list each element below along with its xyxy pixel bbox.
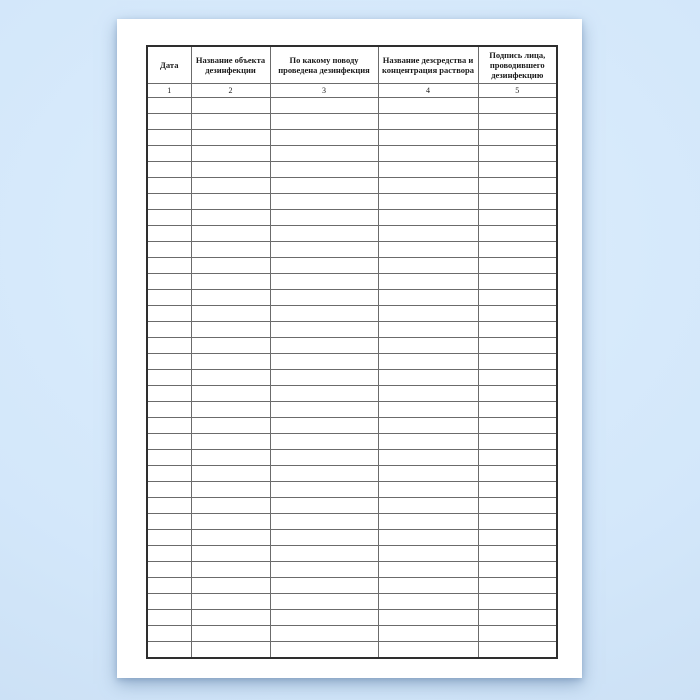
table-cell xyxy=(378,130,478,146)
table-row xyxy=(147,210,557,226)
table-cell xyxy=(191,610,270,626)
table-cell xyxy=(270,258,378,274)
table-body xyxy=(147,98,557,659)
table-cell xyxy=(378,466,478,482)
table-row xyxy=(147,418,557,434)
table-cell xyxy=(147,130,191,146)
table-cell xyxy=(270,322,378,338)
column-number: 1 xyxy=(147,84,191,98)
table-cell xyxy=(147,594,191,610)
table-cell xyxy=(270,434,378,450)
table-cell xyxy=(478,642,557,659)
numbering-row xyxy=(147,84,557,98)
table-cell xyxy=(270,450,378,466)
table-cell xyxy=(191,162,270,178)
table-row xyxy=(147,562,557,578)
document-sheet xyxy=(117,19,582,678)
table-cell xyxy=(478,610,557,626)
table-cell xyxy=(147,274,191,290)
table-cell xyxy=(378,306,478,322)
table-cell xyxy=(478,626,557,642)
table-row xyxy=(147,450,557,466)
table-cell xyxy=(270,546,378,562)
table-cell xyxy=(147,98,191,114)
table-cell xyxy=(478,594,557,610)
table-cell xyxy=(147,626,191,642)
table-row xyxy=(147,338,557,354)
table-cell xyxy=(478,338,557,354)
table-cell xyxy=(270,274,378,290)
table-cell xyxy=(191,562,270,578)
table-cell xyxy=(478,402,557,418)
table-row xyxy=(147,626,557,642)
table-cell xyxy=(478,226,557,242)
table-cell xyxy=(147,482,191,498)
table-cell xyxy=(378,226,478,242)
table-cell xyxy=(378,386,478,402)
table-cell xyxy=(191,242,270,258)
column-header-object: Название объекта дезинфекции xyxy=(191,46,270,84)
table-cell xyxy=(478,434,557,450)
table-cell xyxy=(270,530,378,546)
table-cell xyxy=(191,370,270,386)
table-cell xyxy=(270,178,378,194)
table-cell xyxy=(378,594,478,610)
table-cell xyxy=(378,610,478,626)
table-row xyxy=(147,354,557,370)
table-cell xyxy=(191,546,270,562)
table-cell xyxy=(147,162,191,178)
table-row xyxy=(147,434,557,450)
table-cell xyxy=(478,370,557,386)
table-cell xyxy=(478,114,557,130)
column-number: 5 xyxy=(478,84,557,98)
table-cell xyxy=(478,194,557,210)
table-cell xyxy=(147,146,191,162)
table-cell xyxy=(270,562,378,578)
table-cell xyxy=(191,306,270,322)
table-cell xyxy=(191,482,270,498)
table-cell xyxy=(378,450,478,466)
table-row xyxy=(147,114,557,130)
table-cell xyxy=(191,498,270,514)
table-cell xyxy=(270,386,378,402)
table-cell xyxy=(147,370,191,386)
table-cell xyxy=(191,530,270,546)
table-row xyxy=(147,274,557,290)
table-row xyxy=(147,594,557,610)
table-cell xyxy=(147,466,191,482)
table-cell xyxy=(191,434,270,450)
table-cell xyxy=(191,290,270,306)
table-cell xyxy=(147,546,191,562)
column-number: 2 xyxy=(191,84,270,98)
table-cell xyxy=(270,162,378,178)
table-cell xyxy=(270,354,378,370)
table-cell xyxy=(378,162,478,178)
table-cell xyxy=(478,418,557,434)
table-cell xyxy=(378,194,478,210)
table-cell xyxy=(147,242,191,258)
table-cell xyxy=(378,322,478,338)
table-cell xyxy=(191,98,270,114)
table-cell xyxy=(191,226,270,242)
table-cell xyxy=(270,226,378,242)
table-cell xyxy=(478,354,557,370)
table-cell xyxy=(147,402,191,418)
table-cell xyxy=(147,306,191,322)
column-header-reason: По какому поводу проведена дезинфекция xyxy=(270,46,378,84)
table-cell xyxy=(191,338,270,354)
table-cell xyxy=(191,642,270,659)
table-cell xyxy=(378,498,478,514)
table-cell xyxy=(478,546,557,562)
table-cell xyxy=(378,338,478,354)
table-cell xyxy=(378,114,478,130)
table-cell xyxy=(478,530,557,546)
table-cell xyxy=(478,162,557,178)
column-number: 3 xyxy=(270,84,378,98)
table-cell xyxy=(191,450,270,466)
table-cell xyxy=(378,626,478,642)
table-cell xyxy=(147,322,191,338)
table-cell xyxy=(147,562,191,578)
table-cell xyxy=(191,386,270,402)
table-cell xyxy=(191,626,270,642)
table-cell xyxy=(270,98,378,114)
table-cell xyxy=(378,642,478,659)
table-cell xyxy=(191,210,270,226)
table-cell xyxy=(270,114,378,130)
table-cell xyxy=(270,482,378,498)
table-cell xyxy=(147,194,191,210)
table-row xyxy=(147,178,557,194)
table-cell xyxy=(270,306,378,322)
table-cell xyxy=(270,610,378,626)
table-cell xyxy=(478,482,557,498)
table-cell xyxy=(270,402,378,418)
table-cell xyxy=(191,146,270,162)
table-cell xyxy=(191,194,270,210)
table-cell xyxy=(378,578,478,594)
table-cell xyxy=(378,178,478,194)
table-row xyxy=(147,610,557,626)
disinfection-log-table xyxy=(146,45,558,659)
table-cell xyxy=(147,530,191,546)
table-row xyxy=(147,578,557,594)
table-cell xyxy=(478,498,557,514)
table-cell xyxy=(478,514,557,530)
table-cell xyxy=(270,578,378,594)
table-row xyxy=(147,514,557,530)
table-cell xyxy=(378,274,478,290)
table-cell xyxy=(147,386,191,402)
table-cell xyxy=(270,210,378,226)
table-cell xyxy=(270,594,378,610)
table-cell xyxy=(478,322,557,338)
table-cell xyxy=(191,354,270,370)
table-cell xyxy=(378,370,478,386)
table-cell xyxy=(147,290,191,306)
table-row xyxy=(147,466,557,482)
table-cell xyxy=(270,290,378,306)
table-cell xyxy=(478,98,557,114)
table-cell xyxy=(378,418,478,434)
table-cell xyxy=(191,258,270,274)
table-row xyxy=(147,226,557,242)
table-cell xyxy=(378,546,478,562)
table-cell xyxy=(147,178,191,194)
table-row xyxy=(147,322,557,338)
table-cell xyxy=(478,466,557,482)
table-cell xyxy=(378,354,478,370)
header-row xyxy=(147,46,557,84)
table-row xyxy=(147,162,557,178)
table-cell xyxy=(147,498,191,514)
table-cell xyxy=(478,386,557,402)
table-row xyxy=(147,482,557,498)
table-cell xyxy=(147,210,191,226)
table-cell xyxy=(191,322,270,338)
table-cell xyxy=(191,514,270,530)
table-cell xyxy=(478,130,557,146)
table-cell xyxy=(378,98,478,114)
table-cell xyxy=(147,114,191,130)
table-row xyxy=(147,306,557,322)
table-row xyxy=(147,98,557,114)
table-cell xyxy=(147,450,191,466)
table-cell xyxy=(191,178,270,194)
table-row xyxy=(147,146,557,162)
table-cell xyxy=(147,258,191,274)
table-row xyxy=(147,546,557,562)
table-cell xyxy=(378,402,478,418)
table-cell xyxy=(478,450,557,466)
table-cell xyxy=(378,242,478,258)
table-cell xyxy=(270,466,378,482)
table-row xyxy=(147,498,557,514)
table-cell xyxy=(478,242,557,258)
table-cell xyxy=(478,274,557,290)
column-header-disinfectant: Название дезсредства и концентрация раствора xyxy=(378,46,478,84)
table-cell xyxy=(378,258,478,274)
table-cell xyxy=(191,594,270,610)
table-cell xyxy=(270,130,378,146)
table-row xyxy=(147,402,557,418)
table-cell xyxy=(378,562,478,578)
table-cell xyxy=(270,338,378,354)
table-cell xyxy=(378,530,478,546)
table-cell xyxy=(147,354,191,370)
table-cell xyxy=(147,610,191,626)
table-cell xyxy=(191,418,270,434)
table-cell xyxy=(270,498,378,514)
table-cell xyxy=(147,642,191,659)
table-cell xyxy=(478,258,557,274)
table-cell xyxy=(191,466,270,482)
table-row xyxy=(147,290,557,306)
table-cell xyxy=(191,402,270,418)
table-cell xyxy=(191,130,270,146)
table-row xyxy=(147,130,557,146)
table-cell xyxy=(147,434,191,450)
table-cell xyxy=(270,418,378,434)
column-header-signature: Подпись лица, проводившего дезинфекцию xyxy=(478,46,557,84)
table-cell xyxy=(378,514,478,530)
table-row xyxy=(147,530,557,546)
table-cell xyxy=(270,146,378,162)
table-cell xyxy=(270,626,378,642)
table-row xyxy=(147,194,557,210)
table-cell xyxy=(378,290,478,306)
table-cell xyxy=(478,306,557,322)
table-row xyxy=(147,370,557,386)
table-cell xyxy=(191,578,270,594)
table-cell xyxy=(270,642,378,659)
table-cell xyxy=(378,434,478,450)
table-cell xyxy=(478,290,557,306)
table-row xyxy=(147,386,557,402)
table-cell xyxy=(478,562,557,578)
table-cell xyxy=(147,418,191,434)
table-cell xyxy=(270,370,378,386)
table-cell xyxy=(191,274,270,290)
table-cell xyxy=(378,210,478,226)
table-cell xyxy=(270,194,378,210)
table-cell xyxy=(378,146,478,162)
table-cell xyxy=(478,578,557,594)
table-cell xyxy=(478,146,557,162)
table-cell xyxy=(378,482,478,498)
table-cell xyxy=(147,514,191,530)
table-cell xyxy=(270,514,378,530)
table-cell xyxy=(270,242,378,258)
table-cell xyxy=(147,338,191,354)
table-cell xyxy=(191,114,270,130)
table-cell xyxy=(478,178,557,194)
table-cell xyxy=(478,210,557,226)
table-cell xyxy=(147,226,191,242)
table-cell xyxy=(147,578,191,594)
table-row xyxy=(147,258,557,274)
column-header-date: Дата xyxy=(147,46,191,84)
table-row xyxy=(147,242,557,258)
column-number: 4 xyxy=(378,84,478,98)
table-row xyxy=(147,642,557,659)
